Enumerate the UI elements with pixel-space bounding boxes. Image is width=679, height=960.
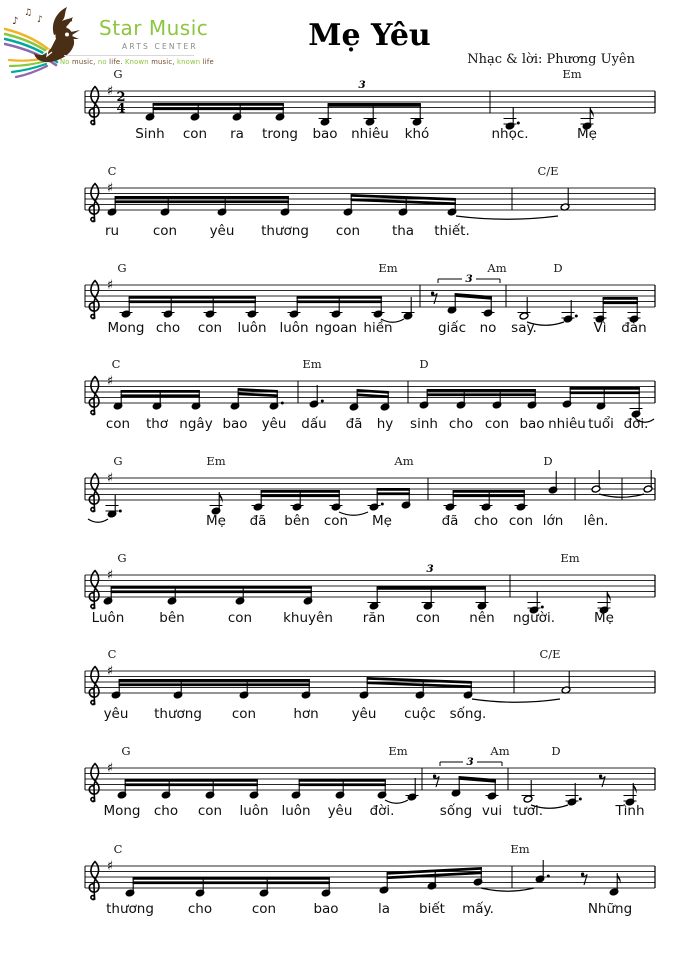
- staff-system: [0, 646, 679, 746]
- svg-text:♪: ♪: [37, 15, 43, 25]
- chord-label: C/E: [539, 647, 561, 661]
- lyric-syllable: luôn: [281, 803, 311, 819]
- lyric-syllable: bao: [312, 126, 338, 142]
- tie: [88, 519, 108, 522]
- tie: [481, 888, 534, 891]
- augmentation-dot: [281, 402, 284, 405]
- beam: [133, 877, 330, 880]
- eighth-rest: [433, 776, 439, 787]
- beam: [129, 300, 256, 303]
- treble-clef-icon: [89, 184, 99, 222]
- tagline-word: No: [60, 58, 70, 66]
- treble-clef-icon: [89, 862, 99, 900]
- lyric-syllable: ra: [230, 126, 244, 142]
- lyric-syllable: Vì: [593, 320, 607, 336]
- augmentation-dot: [381, 503, 384, 506]
- beam: [125, 783, 258, 786]
- staff-system: [0, 743, 679, 843]
- beam: [125, 779, 258, 782]
- lyric-syllable: trong: [262, 126, 298, 142]
- lyric-syllable: Tình: [615, 803, 645, 819]
- lyric-syllable: con: [152, 223, 178, 239]
- beam: [427, 393, 536, 396]
- lyric-syllable: say.: [511, 320, 537, 336]
- lyric-syllable: mấy.: [462, 901, 494, 917]
- lyric-syllable: dấu: [301, 416, 327, 432]
- beam: [111, 590, 312, 593]
- chord-label: Em: [388, 744, 408, 758]
- lyric-syllable: vui: [481, 803, 503, 819]
- treble-clef-icon: [89, 281, 99, 319]
- beam: [299, 779, 386, 782]
- lyric-syllable: cho: [187, 901, 213, 917]
- tagline-word: no: [97, 58, 107, 66]
- chord-label: C: [113, 842, 123, 856]
- svg-text:♪: ♪: [12, 16, 19, 27]
- lyric-syllable: con: [227, 610, 253, 626]
- lyric-syllable: đã: [441, 513, 459, 529]
- lyric-syllable: ru: [104, 223, 120, 239]
- beam: [377, 492, 410, 495]
- lyric-syllable: ngây: [179, 416, 213, 432]
- lyric-syllable: đã: [345, 416, 363, 432]
- beam: [133, 881, 330, 884]
- lyric-syllable: no: [479, 320, 497, 336]
- lyric-syllable: yêu: [351, 706, 377, 722]
- chord-label: G: [113, 67, 123, 81]
- beam: [238, 392, 278, 397]
- staff-system: [0, 260, 679, 360]
- tagline-word: life: [202, 58, 214, 66]
- lyric-syllable: hiền: [363, 320, 393, 336]
- augmentation-dot: [575, 315, 578, 318]
- augmentation-dot: [119, 510, 122, 513]
- chord-label: Am: [394, 454, 414, 468]
- sharp-icon: ♯: [106, 568, 114, 583]
- lyric-syllable: Mẹ: [206, 513, 226, 529]
- chord-label: Am: [487, 261, 507, 275]
- lyric-syllable: la: [377, 901, 391, 917]
- lyric-syllable: nhọc.: [491, 126, 529, 142]
- lyric-syllable: đời.: [369, 803, 395, 819]
- lyric-syllable: hơn: [293, 706, 319, 722]
- sharp-icon: ♯: [106, 278, 114, 293]
- lyric-syllable: con: [323, 513, 349, 529]
- lyric-syllable: con: [484, 416, 510, 432]
- eighth-rest: [431, 292, 434, 295]
- chord-label: D: [543, 454, 553, 468]
- lyric-syllable: thương: [154, 706, 202, 722]
- augmentation-dot: [579, 798, 582, 801]
- lyric-syllable: người.: [513, 610, 555, 626]
- lyric-syllable: hy: [376, 416, 394, 432]
- augmentation-dot: [517, 122, 520, 125]
- lyric-syllable: cuộc: [404, 706, 436, 722]
- beam: [119, 683, 310, 686]
- chord-label: Em: [562, 67, 582, 81]
- lyric-syllable: Mẹ: [372, 513, 392, 529]
- lyric-syllable: nên: [469, 610, 495, 626]
- staff-system: [0, 550, 679, 650]
- lyric-syllable: luôn: [239, 803, 269, 819]
- lyric-syllable: Mong: [107, 320, 145, 336]
- tie: [472, 699, 560, 702]
- staff-system: [0, 163, 679, 263]
- beam: [603, 301, 638, 304]
- treble-clef-icon: [89, 667, 99, 705]
- time-signature: 2: [116, 90, 126, 105]
- beam: [299, 783, 386, 786]
- lyric-syllable: sống: [439, 803, 473, 819]
- eighth-rest: [599, 775, 602, 778]
- lyric-syllable: thiết.: [434, 223, 470, 239]
- beam: [119, 679, 310, 682]
- beam: [603, 297, 638, 300]
- chord-label: D: [553, 261, 563, 275]
- chord-label: G: [117, 261, 127, 275]
- lyric-syllable: biết: [419, 901, 445, 917]
- lyric-syllable: cho: [153, 803, 179, 819]
- beam: [459, 776, 496, 783]
- eighth-rest: [431, 293, 437, 304]
- beam: [111, 586, 312, 589]
- lyric-syllable: cho: [155, 320, 181, 336]
- lyric-syllable: Mẹ: [577, 126, 597, 142]
- tie: [456, 216, 558, 219]
- lyric-syllable: thơ: [145, 416, 169, 432]
- lyric-syllable: cho: [448, 416, 474, 432]
- treble-clef-icon: [89, 377, 99, 415]
- lyric-syllable: con: [197, 320, 223, 336]
- beam: [328, 103, 421, 107]
- lyric-syllable: tha: [391, 223, 415, 239]
- tuplet-label: 3: [426, 563, 434, 575]
- lyric-syllable: khó: [404, 126, 430, 142]
- sharp-icon: ♯: [106, 84, 114, 99]
- chord-label: C: [111, 357, 121, 371]
- lyric-syllable: răn: [362, 610, 386, 626]
- tagline-word: Known: [125, 58, 149, 66]
- lyric-syllable: cho: [473, 513, 499, 529]
- staff-system: [0, 356, 679, 456]
- tuplet-label: 3: [358, 79, 366, 91]
- lyric-syllable: nhiêu: [351, 126, 389, 142]
- lyric-syllable: con: [251, 901, 277, 917]
- sharp-icon: ♯: [106, 374, 114, 389]
- beam: [153, 107, 284, 110]
- beam: [455, 293, 492, 300]
- composer-credit: Nhạc & lời: Phương Uyên: [467, 52, 635, 67]
- lyric-syllable: bao: [222, 416, 248, 432]
- lyric-syllable: con: [197, 803, 223, 819]
- eighth-rest: [599, 776, 605, 787]
- lyric-syllable: đã: [249, 513, 267, 529]
- sharp-icon: ♯: [106, 859, 114, 874]
- lyric-syllable: bên: [284, 513, 310, 529]
- lyric-syllable: Sinh: [135, 126, 165, 142]
- beam: [129, 296, 256, 299]
- chord-label: Em: [206, 454, 226, 468]
- chord-label: G: [113, 454, 123, 468]
- svg-text:♫: ♫: [24, 8, 33, 18]
- lyric-syllable: ngoan: [314, 320, 358, 336]
- lyric-syllable: nhiêu: [548, 416, 586, 432]
- tagline-word: known: [177, 58, 201, 66]
- lyric-syllable: yêu: [261, 416, 287, 432]
- lyric-syllable: lên.: [583, 513, 609, 529]
- augmentation-dot: [541, 606, 544, 609]
- lyric-syllable: yêu: [103, 706, 129, 722]
- lyric-syllable: tuổi: [588, 416, 614, 432]
- treble-clef-icon: [89, 87, 99, 125]
- staff-system: [0, 841, 679, 941]
- chord-label: Em: [510, 842, 530, 856]
- beam: [377, 488, 410, 491]
- lyric-syllable: yêu: [327, 803, 353, 819]
- lyric-syllable: yêu: [209, 223, 235, 239]
- sharp-icon: ♯: [106, 471, 114, 486]
- lyric-syllable: con: [182, 126, 208, 142]
- eighth-rest: [433, 775, 439, 788]
- lyric-syllable: bao: [313, 901, 339, 917]
- lyric-syllable: Mẹ: [594, 610, 614, 626]
- lyric-syllable: đời.: [623, 416, 649, 432]
- lyric-syllable: Mong: [103, 803, 141, 819]
- lyric-syllable: con: [335, 223, 361, 239]
- chord-label: C: [107, 164, 117, 178]
- chord-label: D: [419, 357, 429, 371]
- lyric-syllable: khuyên: [283, 610, 333, 626]
- beam: [427, 389, 536, 392]
- tuplet-label: 3: [465, 273, 473, 285]
- augmentation-dot: [547, 875, 550, 878]
- time-signature: 4: [116, 101, 126, 117]
- staff-system: [0, 66, 679, 166]
- beam: [115, 200, 289, 203]
- eighth-rest: [431, 292, 437, 305]
- eighth-rest: [433, 775, 436, 778]
- chord-label: Am: [490, 744, 510, 758]
- chord-label: C/E: [537, 164, 559, 178]
- lyric-syllable: thương: [106, 901, 154, 917]
- treble-clef-icon: [89, 474, 99, 512]
- lyric-syllable: đàn: [621, 320, 647, 336]
- lyric-syllable: bao: [519, 416, 545, 432]
- sharp-icon: ♯: [106, 761, 114, 776]
- lyric-syllable: luôn: [237, 320, 267, 336]
- eighth-rest: [599, 775, 605, 788]
- lyric-syllable: tươi.: [512, 803, 544, 819]
- beam: [153, 103, 284, 106]
- eighth-rest: [581, 873, 584, 876]
- lyric-syllable: con: [231, 706, 257, 722]
- treble-clef-icon: [89, 764, 99, 802]
- chord-label: G: [117, 551, 127, 565]
- logo-subtitle: ARTS CENTER: [122, 42, 198, 51]
- sharp-icon: ♯: [106, 664, 114, 679]
- lyric-syllable: sống.: [449, 706, 487, 722]
- beam: [357, 389, 389, 394]
- page-title: Mẹ Yêu: [308, 18, 431, 53]
- logo-title: Star Music: [99, 16, 209, 40]
- beam: [115, 196, 289, 199]
- chord-label: Em: [302, 357, 322, 371]
- chord-label: G: [121, 744, 131, 758]
- lyric-syllable: con: [415, 610, 441, 626]
- tagline-word: life.: [109, 58, 123, 66]
- augmentation-dot: [321, 400, 324, 403]
- tagline-word: music,: [151, 58, 175, 66]
- eighth-rest: [581, 874, 587, 885]
- sharp-icon: ♯: [106, 181, 114, 196]
- eighth-rest: [581, 873, 587, 886]
- lyric-syllable: Luôn: [91, 610, 125, 626]
- lyric-syllable: sinh: [410, 416, 438, 432]
- tuplet-label: 3: [466, 756, 474, 768]
- chord-label: Em: [378, 261, 398, 275]
- lyric-syllable: con: [105, 416, 131, 432]
- lyric-syllable: bên: [159, 610, 185, 626]
- chord-label: Em: [560, 551, 580, 565]
- staff-system: [0, 453, 679, 553]
- lyric-syllable: thương: [261, 223, 309, 239]
- lyric-syllable: Những: [587, 901, 633, 917]
- lyric-syllable: luôn: [279, 320, 309, 336]
- lyric-syllable: giấc: [437, 320, 467, 336]
- treble-clef-icon: [89, 571, 99, 609]
- tagline-word: music,: [72, 58, 96, 66]
- chord-label: C: [107, 647, 117, 661]
- lyric-syllable: lớn: [542, 513, 564, 529]
- lyric-syllable: con: [508, 513, 534, 529]
- chord-label: D: [551, 744, 561, 758]
